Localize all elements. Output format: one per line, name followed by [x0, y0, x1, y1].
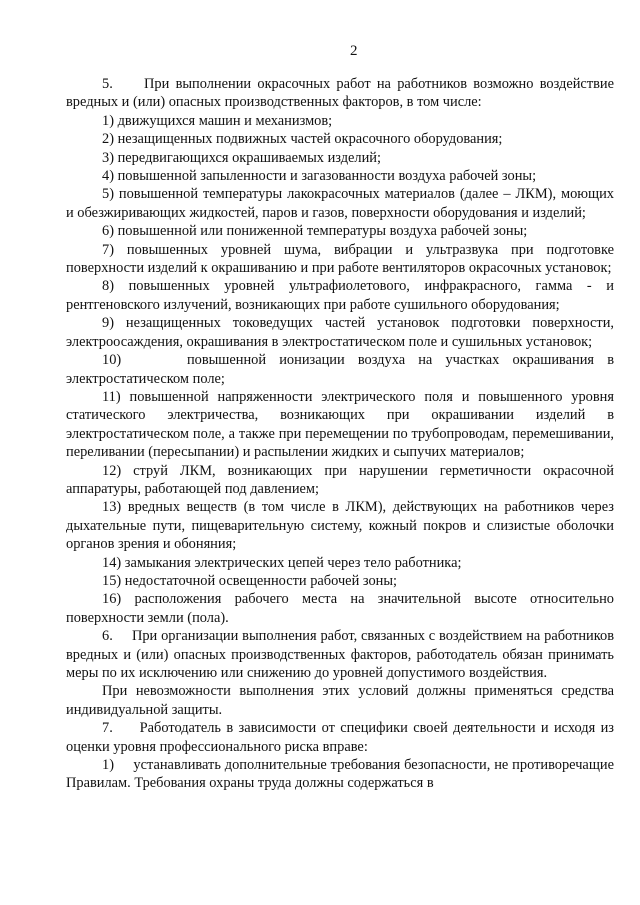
list-item-5-2: 2) незащищенных подвижных частей окрасочного оборудования;: [102, 131, 503, 148]
list-item-5-7: 7) повышенных уровней шума, вибрации и ультразвука при подготовке поверхности изделий к окрашиванию и при работе вентиляторов окрасочных установок;: [66, 241, 614, 277]
list-item-5-6: 6) повышенной или пониженной температуры воздуха рабочей зоны;: [102, 223, 528, 240]
paragraph-6: 6. При организации выполнения работ, связанных с воздействием на работников вредных и (или) опасных производственных факторов, работодатель обязан принимать меры по их исключению или снижению до уровней допустимого воздействия.: [66, 628, 614, 681]
list-item-5-12: 12) струй ЛКМ, возникающих при нарушении герметичности окрасочной аппаратуры, работающей под давлением;: [66, 462, 614, 497]
list-item-5-5: 5) повышенной температуры лакокрасочных материалов (далее – ЛКМ), моющих и обезжиривающих жидкостей, паров и газов, поверхности оборудования и изделий;: [66, 186, 614, 221]
list-item-5-16: 16) расположения рабочего места на значительной высоте относительно поверхности земли (пола).: [66, 591, 614, 626]
list-item-5-8: 8) повышенных уровней ультрафиолетового, инфракрасного, гамма - и рентгеновского излучений, возникающих при работе сушильного оборудования;: [66, 278, 614, 313]
list-item-5-3: 3) передвигающихся окрашиваемых изделий;: [102, 149, 382, 166]
paragraph-7: 7. Работодатель в зависимости от специфики своей деятельности и исходя из оценки уровня профессионального риска вправе:: [66, 720, 614, 755]
document-body: [66, 75, 614, 793]
list-item-5-4: 4) повышенной запыленности и загазованности воздуха рабочей зоны;: [102, 168, 537, 185]
list-item-5-14: 14) замыкания электрических цепей через тело работника;: [102, 554, 462, 571]
list-item-5-13: 13) вредных веществ (в том числе в ЛКМ), действующих на работников через дыхательные пути, пищеварительную систему, кожный покров и слизистые оболочки органов зрения и обоняния;: [66, 499, 614, 553]
list-item-5-1: 1) движущихся машин и механизмов;: [102, 112, 333, 129]
list-item-5-10: 10) повышенной ионизации воздуха на участках окрашивания в электростатическом поле;: [66, 352, 614, 387]
list-item-5-9: 9) незащищенных токоведущих частей установок подготовки поверхности, электроосаждения, окрашивания в электростатическом поле и сушильных установок;: [66, 315, 614, 350]
list-item-7-1: 1) устанавливать дополнительные требования безопасности, не противоречащие Правилам. Требования охраны труда должны содержаться в: [66, 757, 614, 792]
page-number: 2: [350, 43, 358, 59]
list-item-5-15: 15) недостаточной освещенности рабочей зоны;: [102, 572, 398, 589]
list-item-5-11: 11) повышенной напряженности электрического поля и повышенного уровня статического электричества, возникающих при окрашивании изделий в электростатическом поле, а также при перемещении по трубопроводам, перемешивании, переливании (пересыпании) и распылении жидких и сыпучих материалов;: [66, 388, 614, 461]
paragraph-6-continuation: При невозможности выполнения этих условий должны применяться средства индивидуальной защиты.: [66, 683, 614, 718]
paragraph-5: 5. При выполнении окрасочных работ на работников возможно воздействие вредных и (или) опасных производственных факторов, в том числе:: [66, 76, 614, 111]
